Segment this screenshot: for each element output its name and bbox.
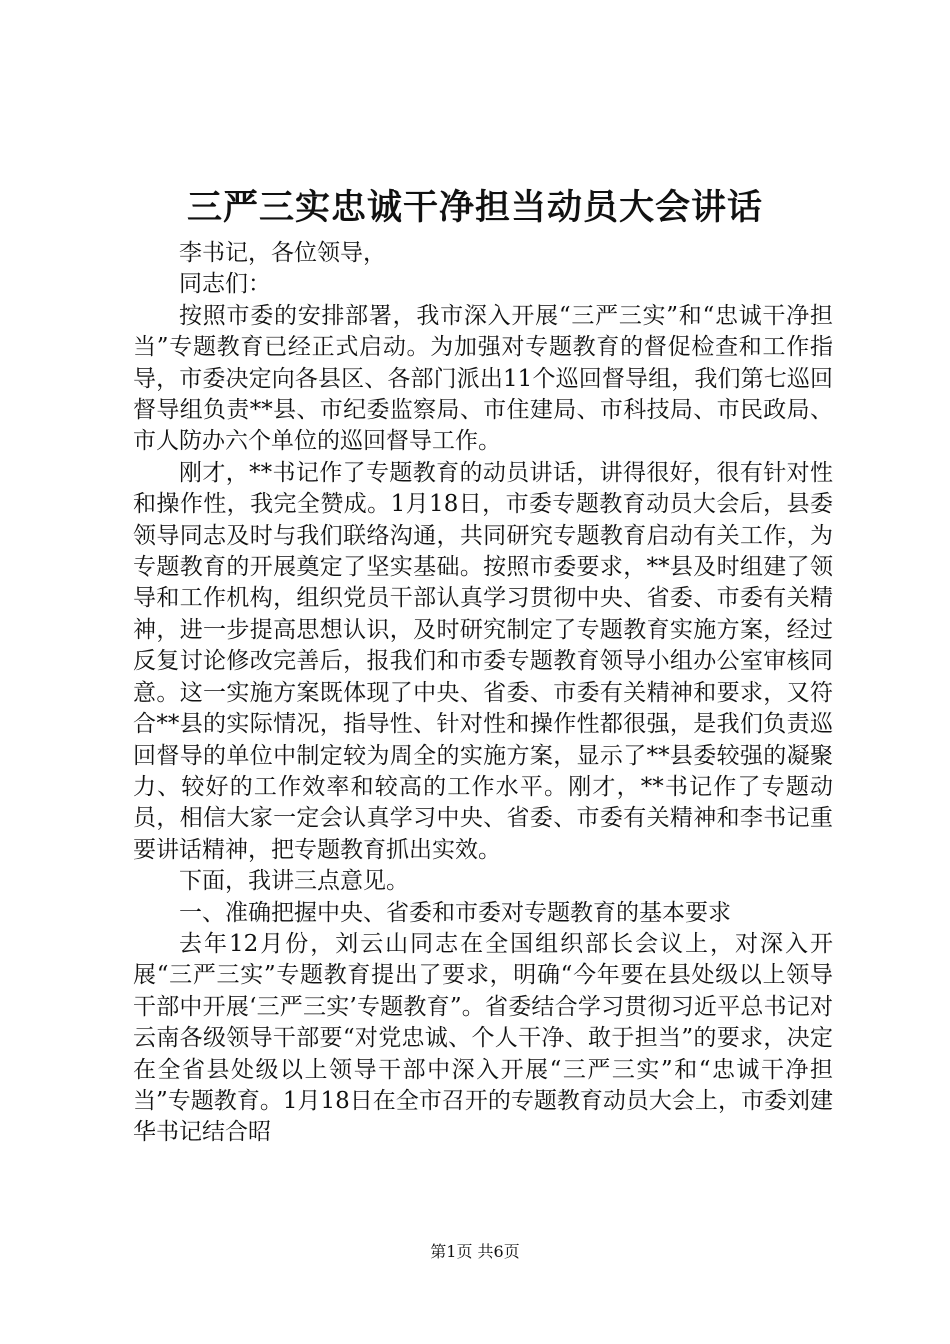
body-paragraph: 刚才，**书记作了专题教育的动员讲话，讲得很好，很有针对性和操作性，我完全赞成。1月18日，市委专题教育动员大会后，县委领导同志及时与我们联络沟通，共同研究专题教育启动有关工作，为专题教育的开展奠定了坚实基础。按照市委要求，**县及时组建了领导和工作机构，组织党员干部认真学习贯彻中央、省委、市委有关精神，进一步提高思想认识，及时研究制定了专题教育实施方案，经过反复讨论修改完善后，报我们和市委专题教育领导小组办公室审核同意。这一实施方案既体现了中央、省委、市委有关精神和要求，又符合**县的实际情况，指导性、针对性和操作性都很强，是我们负责巡回督导的单位中制定较为周全的实施方案，显示了**县委较强的凝聚力、较好的工作效率和较高的工作水平。刚才，**书记作了专题动员，相信大家一定会认真学习中央、省委、市委有关精神和李书记重要讲话精神，把专题教育抓出实效。	[133, 459, 833, 863]
salutation-line: 李书记，各位领导，	[179, 240, 386, 266]
body-paragraph: 去年12月份，刘云山同志在全国组织部长会议上，对深入开展“三严三实”专题教育提出了要求，明确“今年要在县处级以上领导干部中开展‘三严三实’专题教育”。省委结合学习贯彻习近平总书记对云南各级领导干部要“对党忠诚、个人干净、敢于担当”的要求，决定在全省县处级以上领导干部中深入开展“三严三实”和“忠诚干净担当”专题教育。1月18日在全市召开的专题教育动员大会上，市委刘建华书记结合昭	[133, 930, 833, 1146]
document-body	[133, 238, 833, 1149]
page-number: 第1页 共6页	[430, 1242, 520, 1261]
document-title: 三严三实忠诚干净担当动员大会讲话	[186, 187, 763, 228]
salutation-line: 同志们：	[179, 271, 271, 298]
body-paragraph: 按照市委的安排部署，我市深入开展“三严三实”和“忠诚干净担当”专题教育已经正式启动。为加强对专题教育的督促检查和工作指导，市委决定向各县区、各部门派出11个巡回督导组，我们第七巡回督导组负责**县、市纪委监察局、市住建局、市科技局、市民政局、市人防办六个单位的巡回督导工作。	[133, 302, 833, 455]
body-paragraph: 下面，我讲三点意见。	[179, 868, 409, 895]
section-heading: 一、准确把握中央、省委和市委对专题教育的基本要求	[179, 899, 731, 926]
